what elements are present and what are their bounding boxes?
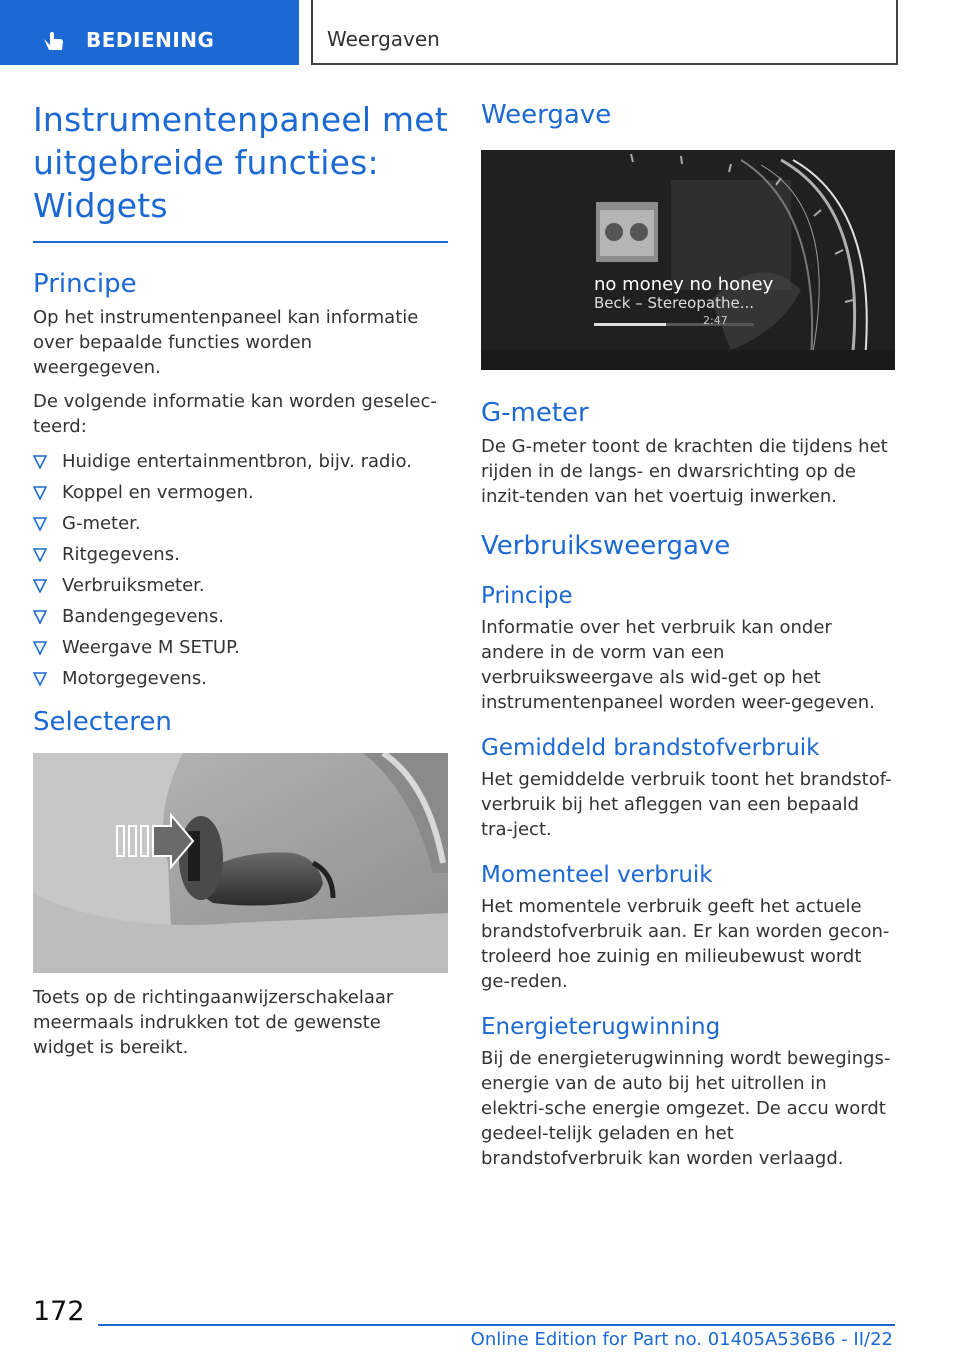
principle-paragraph-2: De volgende informatie kan worden geselec-teerd: xyxy=(33,391,437,437)
avg-consumption-paragraph: Het gemiddelde verbruik toont het brandstof-verbruik bij het afleggen van een bepaald tra-ject. xyxy=(481,769,892,840)
footer-divider xyxy=(98,1324,895,1326)
consumption-heading: Verbruiksweergave xyxy=(481,531,731,561)
info-bullet-list xyxy=(33,449,448,691)
stalk-switch-figure xyxy=(33,753,448,973)
triangle-bullet-icon xyxy=(33,486,47,500)
progress-fill xyxy=(594,323,666,326)
triangle-bullet-icon xyxy=(33,548,47,562)
list-item xyxy=(33,542,448,567)
energy-recovery-paragraph: Bij de energieterugwinning wordt bewegings-energie van de auto bij het uitrollen in elektri-sche energie omgezet. De accu wordt gedeel-telijk geladen en het brandstofverbruik kan worden verlaagd. xyxy=(481,1048,891,1169)
triangle-bullet-icon xyxy=(33,641,47,655)
page-title-line-2: uitgebreide functies: xyxy=(33,143,379,182)
track-time: 2:47 xyxy=(703,314,728,327)
bullet-text: Huidige entertainmentbron, bijv. radio. xyxy=(62,451,412,472)
list-item xyxy=(33,666,448,691)
display-heading: Weergave xyxy=(481,100,612,130)
consumption-principle-paragraph: Informatie over het verbruik kan onder andere in de vorm van een verbruiksweergave als wid-get op het instrumentenpaneel worden weer-gegeven. xyxy=(481,617,875,713)
section-title: Weergaven xyxy=(327,27,440,51)
principle-heading: Principe xyxy=(33,269,137,299)
page-title xyxy=(33,98,448,227)
triangle-bullet-icon xyxy=(33,672,47,686)
left-column xyxy=(33,98,448,1060)
gmeter-heading: G-meter xyxy=(481,398,589,428)
consumption-principle-heading: Principe xyxy=(481,583,573,609)
triangle-bullet-icon xyxy=(33,455,47,469)
list-item xyxy=(33,511,448,536)
energy-recovery-heading: Energieterugwinning xyxy=(481,1014,721,1040)
hand-pointer-icon xyxy=(40,26,66,52)
bullet-text: G-meter. xyxy=(62,513,141,534)
right-column xyxy=(481,98,895,1171)
triangle-bullet-icon xyxy=(33,610,47,624)
chapter-label: BEDIENING xyxy=(86,28,215,52)
select-heading: Selecteren xyxy=(33,707,172,737)
chapter-tab[interactable] xyxy=(0,0,299,65)
bullet-text: Motorgegevens. xyxy=(62,668,207,689)
triangle-bullet-icon xyxy=(33,517,47,531)
title-divider xyxy=(33,241,448,243)
section-header xyxy=(311,0,898,65)
triangle-bullet-icon xyxy=(33,579,47,593)
display-background xyxy=(481,150,895,370)
list-item xyxy=(33,573,448,598)
current-consumption-heading: Momenteel verbruik xyxy=(481,862,713,888)
principle-paragraph-1: Op het instrumentenpaneel kan informatie over bepaalde functies worden weergegeven. xyxy=(33,307,419,378)
progress-track xyxy=(594,323,754,326)
current-consumption-paragraph: Het momentele verbruik geeft het actuele brandstofverbruik aan. Er kan worden gecon-troleerd hoe zuinig en milieubewust wordt ge-reden. xyxy=(481,896,890,992)
list-item xyxy=(33,449,448,474)
page-title-line-1: Instrumentenpaneel met xyxy=(33,100,448,139)
list-item xyxy=(33,604,448,629)
avg-consumption-heading: Gemiddeld brandstofverbruik xyxy=(481,735,820,761)
page-number: 172 xyxy=(33,1296,85,1327)
song-title: no money no honey xyxy=(594,274,774,295)
edition-footer: Online Edition for Part no. 01405A536B6 - II/22 xyxy=(470,1329,893,1350)
bullet-text: Weergave M SETUP. xyxy=(62,637,240,658)
bullet-text: Koppel en vermogen. xyxy=(62,482,254,503)
select-paragraph: Toets op de richtingaanwijzerschakelaar meermaals indrukken tot de gewenste widget is bereikt. xyxy=(33,987,394,1058)
list-item xyxy=(33,635,448,660)
bullet-text: Bandengegevens. xyxy=(62,606,224,627)
bullet-text: Verbruiksmeter. xyxy=(62,575,205,596)
widget-display-figure xyxy=(481,150,895,370)
list-item xyxy=(33,480,448,505)
page-title-line-3: Widgets xyxy=(33,186,168,225)
bullet-text: Ritgegevens. xyxy=(62,544,180,565)
artist-name: Beck – Stereopathe... xyxy=(594,294,754,312)
gmeter-paragraph: De G-meter toont de krachten die tijdens het rijden in de langs- en dwarsrichting op de inzit-tenden van het voertuig inwerken. xyxy=(481,436,888,507)
